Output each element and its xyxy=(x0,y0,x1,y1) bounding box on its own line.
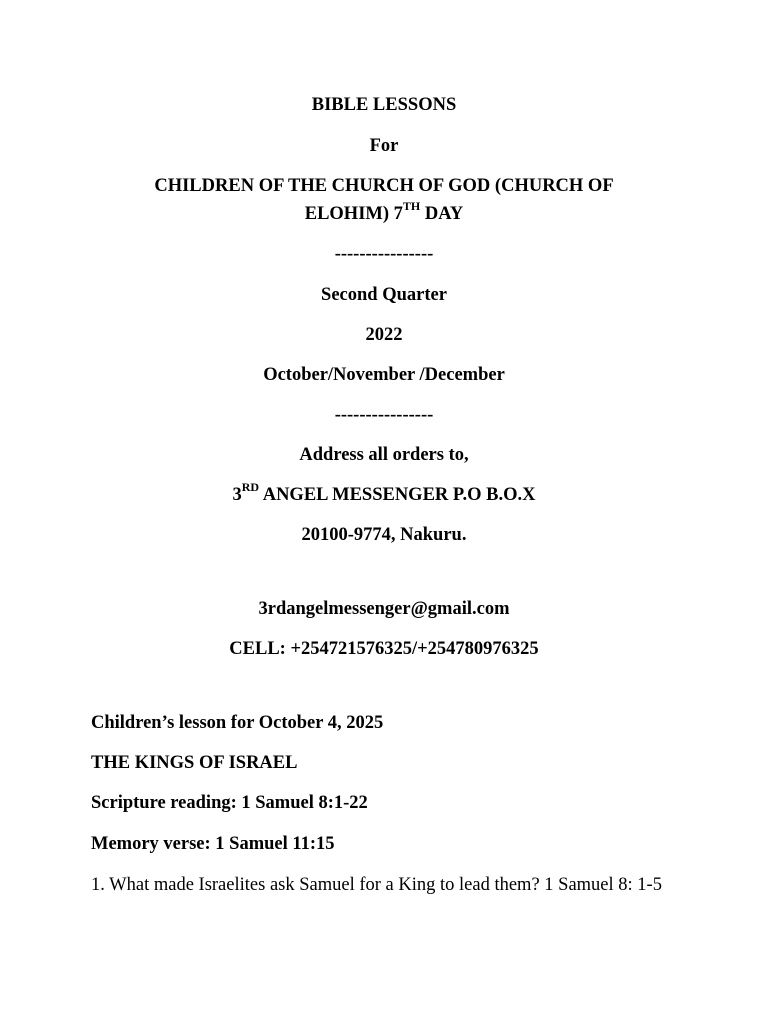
for-line: For xyxy=(369,136,399,156)
address-line-1-number: 3 xyxy=(232,485,242,505)
document-title: BIBLE LESSONS xyxy=(311,95,457,115)
address-line-2: 20100-9774, Nakuru. xyxy=(301,525,467,545)
lesson-title: THE KINGS OF ISRAEL xyxy=(91,753,298,773)
memory-verse: Memory verse: 1 Samuel 11:15 xyxy=(91,834,335,854)
lesson-heading: Children’s lesson for October 4, 2025 xyxy=(91,713,384,733)
address-ordinal-suffix: RD xyxy=(241,479,260,494)
ordinal-suffix: TH xyxy=(402,198,421,213)
church-name-line-2 xyxy=(0,198,768,227)
question-item: 1. What made Israelites ask Samuel for a King to lead them? 1 Samuel 8: 1-5 xyxy=(91,875,662,895)
quarter-label: Second Quarter xyxy=(321,285,447,305)
church-name-line-2-text: ELOHIM) 7 xyxy=(304,204,403,224)
year-label: 2022 xyxy=(365,325,403,345)
contact-email: 3rdangelmessenger@gmail.com xyxy=(258,599,510,619)
address-intro: Address all orders to, xyxy=(299,445,469,465)
address-line-1-text: ANGEL MESSENGER P.O B.O.X xyxy=(259,485,536,505)
divider-1: ---------------- xyxy=(334,244,434,264)
church-name-line-2-tail: DAY xyxy=(420,204,464,224)
contact-cell: CELL: +254721576325/+254780976325 xyxy=(229,639,539,659)
church-name-line-1: CHILDREN OF THE CHURCH OF GOD (CHURCH OF xyxy=(154,176,614,196)
months-label: October/November /December xyxy=(263,365,505,385)
scripture-reading: Scripture reading: 1 Samuel 8:1-22 xyxy=(91,793,368,813)
address-line-1 xyxy=(0,479,768,508)
divider-2: ---------------- xyxy=(334,405,434,425)
